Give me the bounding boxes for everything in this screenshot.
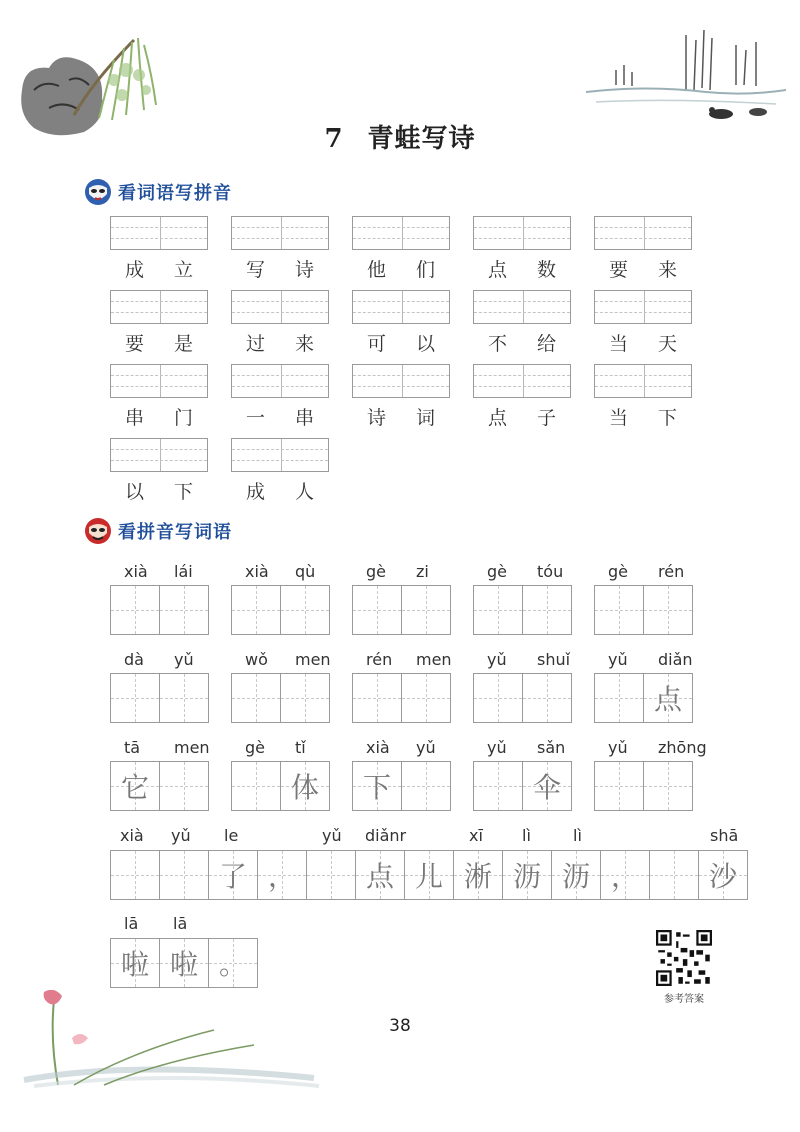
chinese-character: 串 — [124, 407, 144, 429]
chinese-character: 一 — [245, 407, 265, 429]
chinese-character: 是 — [173, 333, 193, 355]
pinyin-label: yǔ — [174, 650, 194, 669]
pinyin-writing-box[interactable] — [231, 216, 329, 250]
pinyin-label: xià — [245, 562, 269, 581]
chinese-character: 诗 — [366, 407, 386, 429]
pinyin-label: tā — [124, 738, 141, 757]
hint-character: 儿 — [414, 860, 443, 893]
tianzige-cell[interactable] — [280, 673, 330, 723]
blank-character — [474, 762, 522, 810]
tianzige-cell[interactable] — [208, 938, 258, 988]
pinyin-label: men — [295, 650, 331, 669]
blank-character — [111, 674, 159, 722]
peking-opera-mask-blue-icon — [84, 178, 112, 206]
tianzige-cell[interactable] — [231, 761, 281, 811]
blank-character — [523, 586, 571, 634]
hint-character: 沥 — [561, 860, 590, 893]
chinese-character: 串 — [294, 407, 314, 429]
page-number: 38 — [389, 1016, 411, 1036]
blank-character — [160, 851, 208, 899]
chinese-word — [473, 329, 571, 356]
chinese-character: 成 — [124, 259, 144, 281]
chinese-word — [352, 403, 450, 430]
chinese-word — [231, 329, 329, 356]
pinyin-label: men — [416, 650, 452, 669]
chinese-character: 下 — [657, 407, 677, 429]
tianzige-cell[interactable] — [110, 850, 160, 900]
pinyin-label: shuǐ — [537, 650, 571, 669]
chinese-character: 要 — [124, 333, 144, 355]
pinyin-label: qù — [295, 562, 316, 581]
tianzige-cell[interactable] — [594, 761, 644, 811]
tianzige-cell[interactable] — [600, 850, 650, 900]
pinyin-label: xī — [469, 826, 483, 845]
peking-opera-mask-red-icon — [84, 517, 112, 545]
chinese-character: 们 — [415, 259, 435, 281]
tianzige-cell[interactable] — [231, 673, 281, 723]
tianzige-cell[interactable] — [352, 761, 402, 811]
tianzige-cell[interactable] — [110, 761, 160, 811]
chinese-character: 立 — [173, 259, 193, 281]
blank-character — [474, 586, 522, 634]
chinese-character: 来 — [294, 333, 314, 355]
tianzige-cell[interactable] — [473, 673, 523, 723]
blank-character — [307, 851, 355, 899]
chinese-character: 数 — [536, 259, 556, 281]
hint-character: 体 — [290, 771, 319, 804]
pinyin-label: lì — [522, 826, 531, 845]
tianzige-cell[interactable] — [473, 761, 523, 811]
lotus-reed-illustration — [14, 990, 324, 1090]
pinyin-label: gè — [487, 562, 507, 581]
tianzige-cell[interactable] — [649, 850, 699, 900]
chinese-character: 写 — [245, 259, 265, 281]
chinese-word — [594, 329, 692, 356]
pinyin-label: men — [174, 738, 210, 757]
chinese-word — [594, 255, 692, 282]
pinyin-label: yǔ — [487, 650, 507, 669]
tianzige-cell[interactable] — [352, 585, 402, 635]
pinyin-label: sǎn — [537, 738, 566, 757]
chinese-character: 当 — [608, 407, 628, 429]
pinyin-writing-box[interactable] — [473, 290, 571, 324]
blank-character — [595, 586, 643, 634]
blank-character — [160, 586, 208, 634]
pinyin-writing-box[interactable] — [231, 290, 329, 324]
pinyin-label: gè — [366, 562, 386, 581]
chinese-word — [473, 403, 571, 430]
pinyin-writing-box[interactable] — [473, 216, 571, 250]
lesson-title-text: 青蛙写诗 — [367, 124, 476, 154]
pinyin-label: le — [224, 826, 239, 845]
pinyin-label: shā — [710, 826, 739, 845]
pinyin-writing-box[interactable] — [110, 438, 208, 472]
tianzige-cell[interactable] — [502, 850, 552, 900]
tianzige-cell[interactable] — [110, 938, 160, 988]
tianzige-cell[interactable] — [280, 761, 330, 811]
hint-character: 点 — [365, 860, 394, 893]
blank-character — [523, 674, 571, 722]
hint-character: 伞 — [532, 771, 561, 804]
tianzige-cell[interactable] — [643, 585, 693, 635]
pinyin-label: yǔ — [608, 650, 628, 669]
hint-character: 。 — [218, 948, 247, 981]
blank-character — [232, 586, 280, 634]
chinese-character: 可 — [366, 333, 386, 355]
pinyin-label: gè — [245, 738, 265, 757]
chinese-word — [110, 477, 208, 504]
chinese-word — [352, 329, 450, 356]
tianzige-cell[interactable] — [208, 850, 258, 900]
blank-character — [353, 586, 401, 634]
qr-code-label: 参考答案 — [664, 994, 704, 1005]
tianzige-cell[interactable] — [280, 585, 330, 635]
blank-character — [595, 674, 643, 722]
blank-character — [111, 586, 159, 634]
chinese-word — [231, 255, 329, 282]
section-heading-text: 看拼音写词语 — [118, 522, 232, 543]
tianzige-cell[interactable] — [401, 673, 451, 723]
pinyin-writing-box[interactable] — [352, 290, 450, 324]
tianzige-cell[interactable] — [522, 761, 572, 811]
qr-code-icon[interactable] — [656, 930, 712, 986]
section-heading-text: 看词语写拼音 — [118, 183, 232, 204]
pinyin-label: yǔ — [416, 738, 436, 757]
chinese-word — [110, 403, 208, 430]
hint-character: 下 — [362, 771, 391, 804]
pinyin-writing-box[interactable] — [473, 364, 571, 398]
pinyin-label: lì — [573, 826, 582, 845]
blank-character — [232, 762, 280, 810]
pinyin-writing-box[interactable] — [231, 438, 329, 472]
hint-character: 淅 — [463, 860, 492, 893]
blank-character — [353, 674, 401, 722]
chinese-character: 当 — [608, 333, 628, 355]
pinyin-label: yǔ — [322, 826, 342, 845]
hint-character: 了 — [218, 860, 247, 893]
pinyin-writing-box[interactable] — [594, 290, 692, 324]
tianzige-cell[interactable] — [231, 585, 281, 635]
pinyin-writing-box[interactable] — [352, 364, 450, 398]
tianzige-cell[interactable] — [643, 673, 693, 723]
tianzige-cell[interactable] — [551, 850, 601, 900]
chinese-character: 点 — [487, 407, 507, 429]
blank-character — [402, 762, 450, 810]
chinese-word — [231, 477, 329, 504]
tianzige-cell[interactable] — [355, 850, 405, 900]
pinyin-writing-box[interactable] — [352, 216, 450, 250]
pinyin-label: wǒ — [245, 650, 268, 669]
pinyin-label: tǐ — [295, 738, 306, 757]
chinese-character: 来 — [657, 259, 677, 281]
tianzige-cell[interactable] — [159, 938, 209, 988]
blank-character — [281, 674, 329, 722]
tianzige-cell[interactable] — [401, 761, 451, 811]
blank-character — [644, 586, 692, 634]
pinyin-writing-box[interactable] — [110, 364, 208, 398]
pinyin-label: yǔ — [608, 738, 628, 757]
tianzige-cell[interactable] — [159, 761, 209, 811]
pinyin-label: zi — [416, 562, 429, 581]
tianzige-cell[interactable] — [522, 673, 572, 723]
tianzige-cell[interactable] — [473, 585, 523, 635]
lake-birds-illustration — [586, 30, 786, 130]
chinese-character: 成 — [245, 481, 265, 503]
tianzige-cell[interactable] — [352, 673, 402, 723]
tianzige-cell[interactable] — [698, 850, 748, 900]
hint-character: 沙 — [708, 860, 737, 893]
pinyin-label: tóu — [537, 562, 564, 581]
tianzige-cell[interactable] — [404, 850, 454, 900]
section-heading-words-to-pinyin — [84, 175, 232, 209]
chinese-word — [231, 403, 329, 430]
tianzige-cell[interactable] — [643, 761, 693, 811]
chinese-character: 不 — [487, 333, 507, 355]
tianzige-cell[interactable] — [159, 850, 209, 900]
pinyin-label: diǎnr — [365, 826, 407, 845]
chinese-character: 他 — [366, 259, 386, 281]
chinese-word — [352, 255, 450, 282]
chinese-character: 子 — [536, 407, 556, 429]
tianzige-cell[interactable] — [110, 673, 160, 723]
blank-character — [160, 674, 208, 722]
chinese-character: 过 — [245, 333, 265, 355]
pinyin-label: xià — [124, 562, 148, 581]
tianzige-cell[interactable] — [453, 850, 503, 900]
blank-character — [402, 674, 450, 722]
blank-character — [595, 762, 643, 810]
blank-character — [650, 851, 698, 899]
pinyin-label: gè — [608, 562, 628, 581]
hint-character: 点 — [653, 683, 682, 716]
hint-character: ， — [267, 860, 296, 893]
blank-character — [644, 762, 692, 810]
pinyin-label: xià — [120, 826, 144, 845]
chinese-character: 以 — [124, 481, 144, 503]
tianzige-cell[interactable] — [522, 585, 572, 635]
tianzige-cell[interactable] — [306, 850, 356, 900]
tianzige-cell[interactable] — [594, 585, 644, 635]
chinese-word — [110, 255, 208, 282]
blank-character — [281, 586, 329, 634]
pinyin-label: yǔ — [171, 826, 191, 845]
chinese-word — [594, 403, 692, 430]
chinese-character: 下 — [173, 481, 193, 503]
pinyin-label: xià — [366, 738, 390, 757]
pinyin-label: yǔ — [487, 738, 507, 757]
pinyin-label: lái — [174, 562, 193, 581]
chinese-character: 以 — [415, 333, 435, 355]
chinese-word — [110, 329, 208, 356]
hint-character: 它 — [120, 771, 149, 804]
pinyin-writing-box[interactable] — [110, 290, 208, 324]
tianzige-cell[interactable] — [159, 585, 209, 635]
pinyin-label: diǎn — [658, 650, 693, 669]
lesson-title — [0, 118, 800, 155]
pinyin-writing-box[interactable] — [231, 364, 329, 398]
chinese-word — [473, 255, 571, 282]
chinese-character: 点 — [487, 259, 507, 281]
pinyin-label: lā — [124, 914, 139, 933]
hint-character: 沥 — [512, 860, 541, 893]
tianzige-cell[interactable] — [594, 673, 644, 723]
chinese-character: 门 — [173, 407, 193, 429]
blank-character — [111, 851, 159, 899]
pinyin-writing-box[interactable] — [594, 216, 692, 250]
chinese-character: 词 — [415, 407, 435, 429]
chinese-character: 诗 — [294, 259, 314, 281]
chinese-character: 要 — [608, 259, 628, 281]
hint-character: 啦 — [120, 948, 149, 981]
blank-character — [402, 586, 450, 634]
chinese-character: 天 — [657, 333, 677, 355]
section-heading-pinyin-to-words — [84, 514, 232, 548]
chinese-character: 给 — [536, 333, 556, 355]
pinyin-label: rén — [658, 562, 685, 581]
pinyin-writing-box[interactable] — [110, 216, 208, 250]
pinyin-writing-box[interactable] — [594, 364, 692, 398]
hint-character: 啦 — [169, 948, 198, 981]
blank-character — [160, 762, 208, 810]
tianzige-cell[interactable] — [257, 850, 307, 900]
blank-character — [232, 674, 280, 722]
hint-character: ， — [610, 860, 639, 893]
blank-character — [474, 674, 522, 722]
pinyin-label: lā — [173, 914, 188, 933]
chinese-character: 人 — [294, 481, 314, 503]
tianzige-cell[interactable] — [110, 585, 160, 635]
tianzige-cell[interactable] — [401, 585, 451, 635]
tianzige-cell[interactable] — [159, 673, 209, 723]
pinyin-label: rén — [366, 650, 393, 669]
pinyin-label: dà — [124, 650, 144, 669]
pinyin-label: zhōng — [658, 738, 707, 757]
lesson-number: 7 — [324, 124, 344, 154]
